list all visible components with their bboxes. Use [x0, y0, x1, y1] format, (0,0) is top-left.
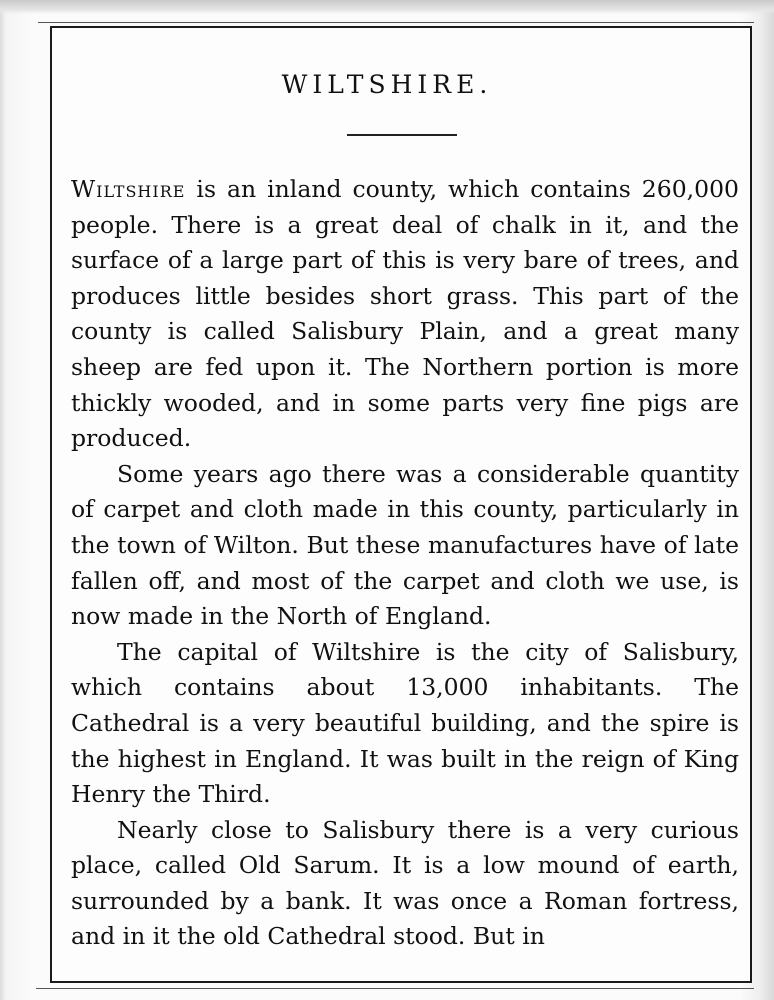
- paragraph-4: Nearly close to Salisbury there is a very curious place, called Old Sarum. It is a low mound of earth, surrounded by a bank. It was once a Roman fortress, and in it the old Cathedral stood. But in: [71, 815, 739, 951]
- paragraph-1-text: is an inland county, which contains 260,000 people. There is a great deal of chalk in it, and the surface of a large part of this is very bare of trees, and produces little besides short grass. This part of the county is called Salisbury Plain, and a great many sheep are fed upon it. The Northern portion is more thickly wooded, and in some parts very fine pigs are produced.: [71, 175, 739, 453]
- title-divider: [347, 134, 457, 136]
- chapter-title: WILTSHIRE.: [281, 70, 493, 99]
- paragraph-3: The capital of Wiltshire is the city of Salisbury, which contains about 13,000 inhabitants. The Cathedral is a very beautiful building, and the spire is the highest in England. It was built in the reign of King Henry the Third.: [71, 637, 739, 809]
- outer-rule-bottom: [36, 988, 754, 989]
- page-top-edge: [0, 0, 774, 14]
- lead-word: Wiltshire: [71, 175, 186, 203]
- body-text: [71, 172, 739, 955]
- paragraph-1: [71, 172, 739, 457]
- outer-rule-top: [38, 22, 754, 23]
- paragraph-2: Some years ago there was a considerable quantity of carpet and cloth made in this county, particularly in the town of Wilton. But these manufactures have of late fallen off, and most of the carpet and cloth we use, is now made in the North of England.: [71, 459, 739, 631]
